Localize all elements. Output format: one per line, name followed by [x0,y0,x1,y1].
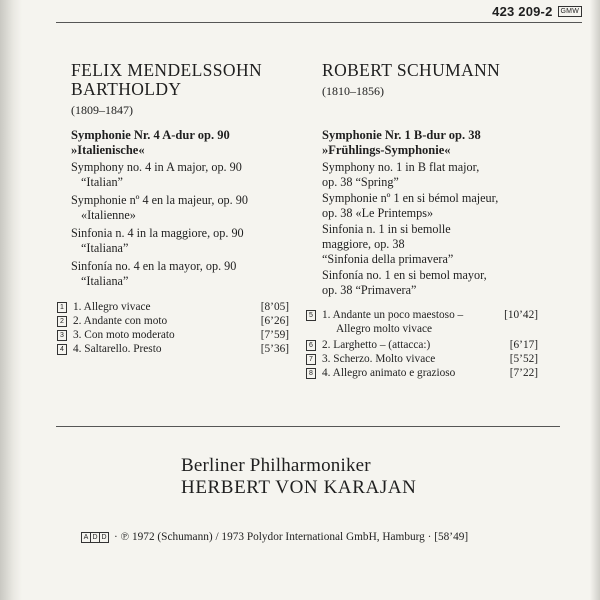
translation-line: Sinfonía no. 1 en si bemol mayor, [322,268,487,282]
work-title [71,128,289,158]
track-row [306,339,538,352]
work-title-line: Symphonie Nr. 1 B-dur op. 38 [322,128,481,142]
translation-english [322,160,550,190]
track-duration: [6’17] [509,339,538,351]
composer-name-line-2: BARTHOLDY [71,79,182,99]
add-code-boxes [81,532,108,543]
translation-line: Symphony no. 4 in A major, op. 90 [71,160,242,174]
translation-line: maggiore, op. 38 [322,237,405,251]
work-title [322,128,550,158]
mendelssohn-column [60,60,289,357]
track-number-box: 7 [306,354,316,365]
work-subtitle: »Frühlings-Symphonie« [322,143,451,157]
translation-line: Symphony no. 1 in B flat major, [322,160,480,174]
translation-line: op. 38 “Spring” [322,175,399,189]
track-title: 4. Allegro animato e grazioso [322,367,456,379]
track-row [57,315,289,328]
track-row [57,301,289,314]
track-number-box: 3 [57,330,67,341]
translation-spanish [322,268,550,298]
top-rule [56,22,582,23]
divider-rule [56,426,560,427]
track-number-box: 5 [306,310,316,321]
translation-line: op. 38 «Le Printemps» [322,206,434,220]
track-duration: [7’59] [260,329,289,341]
track-number-box: 1 [57,302,67,313]
conductor-name: HERBERT VON KARAJAN [181,477,417,498]
track-list-schumann [306,309,538,380]
track-row [57,343,289,356]
translation-line: Symphonie nº 1 en si bémol majeur, [322,191,499,205]
track-title: 3. Scherzo. Molto vivace [322,353,436,365]
page-edge-shadow-left [0,0,22,600]
translation-line: op. 38 “Primavera” [322,283,417,297]
translation-line: Sinfonia n. 4 in la maggiore, op. 90 [71,226,244,240]
track-row [306,353,538,366]
composer-name-schumann: ROBERT SCHUMANN [322,60,501,80]
track-duration: [6’26] [260,315,289,327]
track-duration: [8’05] [260,301,289,313]
catalog-number-block [492,4,582,19]
track-title: 1. Andante un poco maestoso – [322,309,464,321]
track-duration: [10’42] [504,309,538,321]
translation-line: Sinfonía no. 4 en la mayor, op. 90 [71,259,237,273]
track-number-box: 2 [57,316,67,327]
work-title-line: Symphonie Nr. 4 A-dur op. 90 [71,128,230,142]
catalog-code-badge: GMW [558,6,582,17]
page-edge-shadow-right [590,0,600,600]
catalog-number: 423 209-2 [492,4,553,19]
track-title: 2. Larghetto – (attacca:) [322,339,431,351]
composer-name-mendelssohn [71,61,289,99]
track-number-box: 6 [306,340,316,351]
composer-dates: (1809–1847) [71,103,133,117]
copyright-text: · ℗ 1972 (Schumann) / 1973 Polydor International GmbH, Hamburg · [58’49] [114,531,469,543]
add-code-box: D [90,532,100,543]
track-row [306,367,538,380]
track-number-box: 8 [306,368,316,379]
copyright-footer [81,531,468,543]
orchestra-name: Berliner Philharmoniker [181,455,371,476]
track-subtitle: Allegro molto vivace [336,323,432,335]
translation-french [71,193,289,223]
track-duration: [7’22] [509,367,538,379]
track-row [306,309,538,322]
translation-line: «Italienne» [81,208,136,222]
translation-english [71,160,289,190]
add-code-box: A [81,532,91,543]
composer-name-line-1: FELIX MENDELSSOHN [71,60,263,80]
track-title: 1. Allegro vivace [73,301,151,313]
translation-line: “Sinfonia della primavera” [322,252,454,266]
translation-line: Symphonie nº 4 en la majeur, op. 90 [71,193,248,207]
composer-dates: (1810–1856) [322,84,384,98]
track-number-box: 4 [57,344,67,355]
translation-italian [71,226,289,256]
translation-line: “Italiana” [81,274,129,288]
track-duration: [5’36] [260,343,289,355]
translation-line: “Italian” [81,175,123,189]
translation-italian [322,222,550,267]
add-code-box: D [99,532,109,543]
translation-french [322,191,550,221]
track-title: 4. Saltarello. Presto [73,343,162,355]
translation-line: Sinfonia n. 1 in si bemolle [322,222,451,236]
track-title: 3. Con moto moderato [73,329,175,341]
track-duration: [5’52] [509,353,538,365]
work-subtitle: »Italienische« [71,143,145,157]
track-list-mendelssohn [57,301,289,356]
schumann-column [309,60,550,381]
translation-line: “Italiana” [81,241,129,255]
translation-spanish [71,259,289,289]
track-title: 2. Andante con moto [73,315,168,327]
track-row [57,329,289,342]
